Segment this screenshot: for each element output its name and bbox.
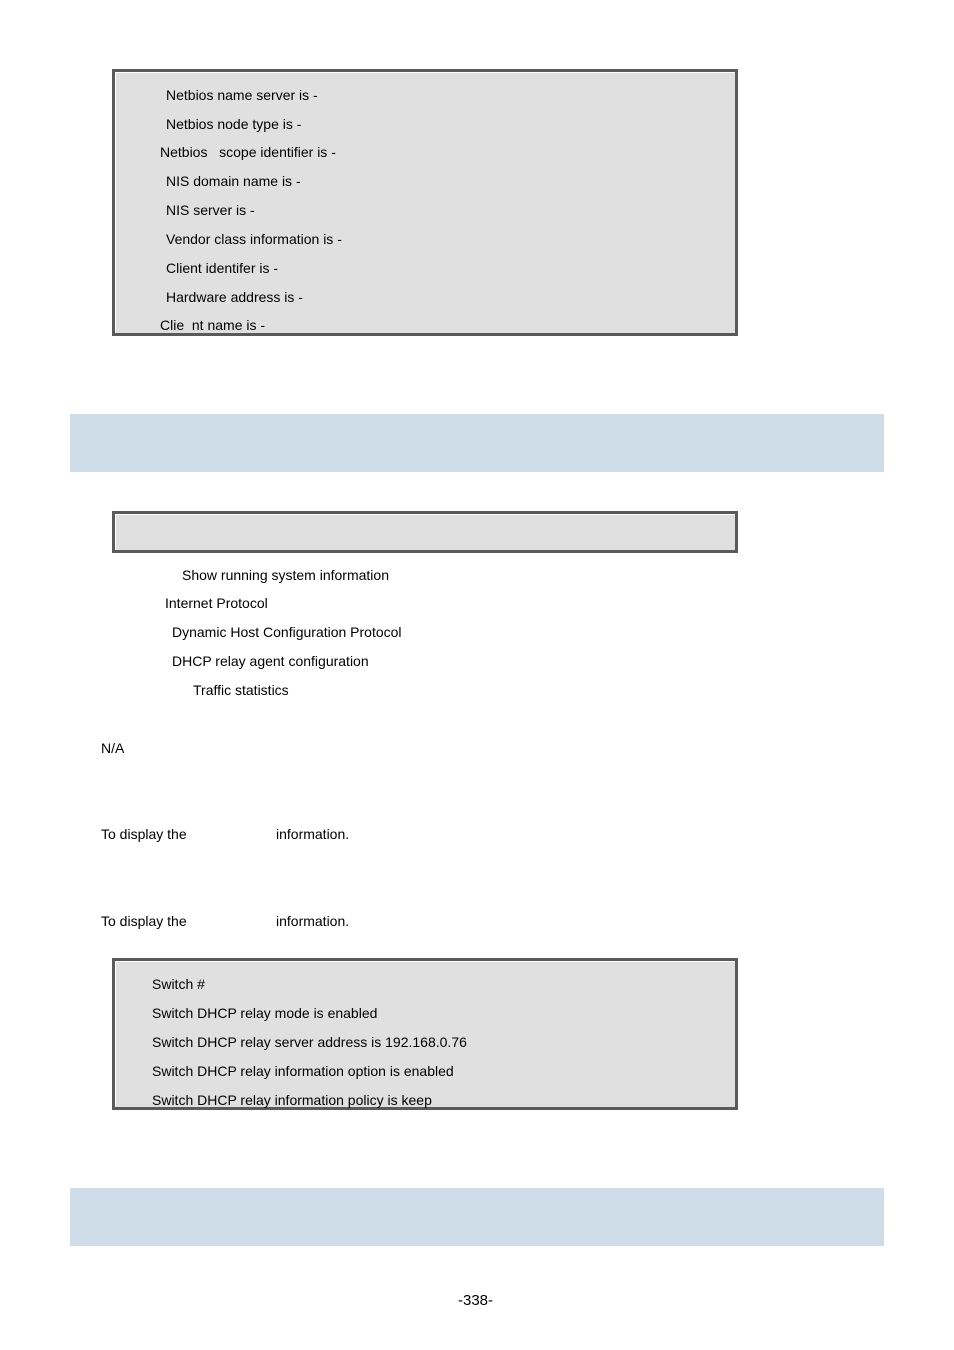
output-line: Netbios scope identifier is - (160, 144, 336, 160)
parameter-description: Show running system information (182, 567, 389, 583)
output-line: Hardware address is - (166, 289, 303, 305)
section-heading-band (70, 1188, 884, 1246)
parameter-description: Dynamic Host Configuration Protocol (172, 624, 402, 640)
example-text-suffix: information. (276, 913, 350, 929)
output-line: NIS domain name is - (166, 173, 301, 189)
output-line: Client identifer is - (166, 260, 279, 276)
output-line: Vendor class information is - (166, 231, 342, 247)
output-line: Switch DHCP relay information option is enabled (152, 1063, 454, 1079)
output-line: Switch DHCP relay information policy is keep (152, 1092, 432, 1108)
output-box-example (112, 958, 738, 1110)
output-box-top (112, 69, 738, 336)
output-line: Netbios name server is - (166, 87, 318, 103)
output-line: NIS server is - (166, 202, 255, 218)
usage-text-prefix: To display the (101, 826, 187, 842)
page-number: -338- (458, 1292, 494, 1309)
parameter-description: Internet Protocol (165, 595, 268, 611)
output-line: Netbios node type is - (166, 116, 302, 132)
output-line: Clie nt name is - (160, 317, 266, 333)
output-line: Switch # (152, 976, 205, 992)
command-syntax-box (112, 511, 738, 553)
parameter-description: DHCP relay agent configuration (172, 653, 369, 669)
default-value: N/A (101, 740, 125, 756)
usage-text-suffix: information. (276, 826, 350, 842)
output-line: Switch DHCP relay mode is enabled (152, 1005, 378, 1021)
section-heading-band (70, 414, 884, 472)
example-text-prefix: To display the (101, 913, 187, 929)
output-line: Switch DHCP relay server address is 192.168.0.76 (152, 1034, 467, 1050)
parameter-description: Traffic statistics (193, 682, 289, 698)
